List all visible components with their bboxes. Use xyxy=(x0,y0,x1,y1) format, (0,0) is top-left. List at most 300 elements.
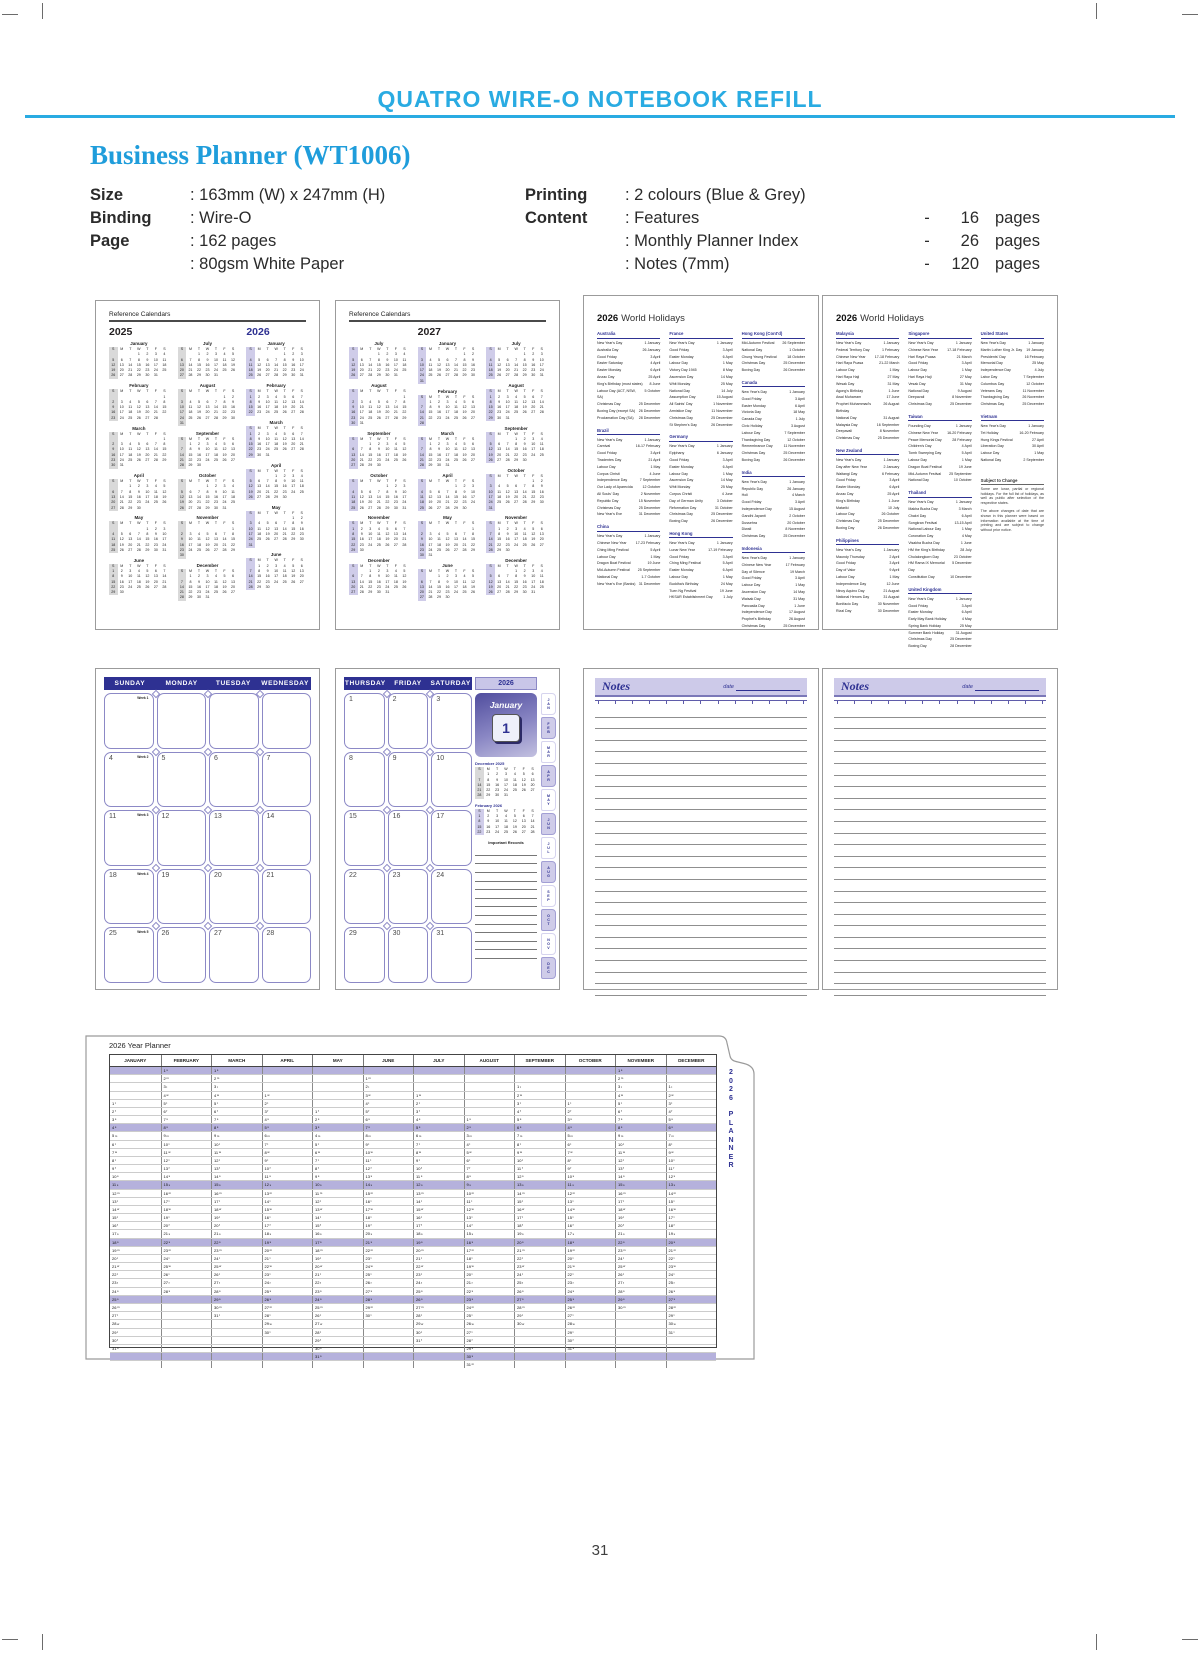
holiday-name: New Year's Day xyxy=(908,596,934,601)
year-planner-day-cell xyxy=(363,1132,414,1139)
mini-calendar-day: 21 xyxy=(454,368,458,373)
mini-calendar-day: 5 xyxy=(437,357,440,362)
mini-calendar-day: 4 xyxy=(154,484,157,489)
year-planner-day-cell xyxy=(413,1239,464,1246)
planner-weekday-letter: f xyxy=(572,1337,574,1342)
holidays-country-name: Malaysia xyxy=(836,331,899,339)
mini-calendar xyxy=(486,558,546,596)
mini-calendar-day: 29 xyxy=(376,373,381,378)
mini-calendar-day: 23 xyxy=(214,500,218,505)
holiday-name: Labour Day xyxy=(669,574,688,579)
year-planner-day-cell xyxy=(312,1337,363,1344)
mini-calendar-day: 30 xyxy=(153,547,158,552)
mini-calendar-day: 18 xyxy=(428,368,433,373)
planner-weekday-letter: s xyxy=(522,1296,524,1301)
mini-calendar-title: August xyxy=(371,383,387,389)
planner-weekday-letter: t xyxy=(421,1198,422,1203)
mini-calendar-day: 15 xyxy=(514,447,519,452)
mini-calendar-day: 21 xyxy=(359,458,364,463)
year-planner-day-cell xyxy=(161,1214,212,1221)
year-planner-day-cell xyxy=(615,1214,666,1221)
holiday-name: New Year's Day xyxy=(908,500,934,505)
holiday-name: Dussehra xyxy=(741,520,758,525)
mini-calendar-day xyxy=(126,463,135,468)
year-planner-day-cell xyxy=(262,1230,313,1237)
planner-day-number: 26 xyxy=(264,1296,269,1302)
mini-calendar-day: 19 xyxy=(282,405,287,410)
mini-calendar-dow: T xyxy=(197,479,201,484)
planner-day-number: 30 xyxy=(668,1321,673,1327)
holiday-date: 18 May xyxy=(793,410,805,415)
mini-calendar-day: 7 xyxy=(540,394,543,399)
year-planner-day-cell xyxy=(514,1247,565,1254)
mini-calendar-grid xyxy=(349,479,409,511)
year-planner-day-cell xyxy=(514,1296,565,1303)
mini-calendar-day: 1 xyxy=(437,574,440,579)
mini-calendar-dow: W xyxy=(274,347,278,351)
year-planner-day-cell xyxy=(615,1100,666,1107)
mini-calendar-day xyxy=(495,506,504,511)
mini-calendar-day: 17 xyxy=(486,495,495,500)
mini-calendar-day: 15 xyxy=(385,495,390,500)
mini-calendar-day: 5 xyxy=(472,574,475,579)
mini-calendar-day: 17 xyxy=(505,405,510,410)
planner-day-number: 20 xyxy=(163,1223,168,1229)
year-planner-day-cell xyxy=(110,1108,161,1115)
holiday-date: 28 July xyxy=(960,547,972,552)
mini-calendar-day: 25 xyxy=(188,415,193,420)
mini-calendar-day xyxy=(229,595,238,600)
tab-letter: A xyxy=(547,701,550,706)
mini-calendar-dow: F xyxy=(223,521,226,526)
year-planner-day-cell xyxy=(413,1230,464,1237)
holiday-row xyxy=(669,567,732,574)
mini-calendar-day: 4 xyxy=(377,526,380,531)
mini-calendar-dow: M xyxy=(257,389,261,394)
mini-calendar-day: 7 xyxy=(531,814,534,819)
mini-calendar-day xyxy=(383,548,392,553)
reference-calendar-column xyxy=(418,341,478,605)
holiday-row xyxy=(742,596,805,603)
mini-calendar-slot xyxy=(178,341,238,379)
year-planner-day-cell xyxy=(615,1345,666,1352)
year-planner-day-cell xyxy=(363,1214,414,1221)
planner-day-number: 1 xyxy=(264,1092,267,1098)
planner-day-number: 30 xyxy=(517,1321,522,1327)
planner-weekday-letter: t xyxy=(267,1141,269,1146)
planner-day-number: 31 xyxy=(416,1337,421,1343)
mini-calendar-day: 8 xyxy=(532,484,535,489)
holiday-date: 7 September xyxy=(784,430,805,435)
mini-calendar-dow: S xyxy=(471,347,475,351)
mini-calendar-grid xyxy=(418,479,478,511)
planner-weekday-letter: f xyxy=(522,1223,523,1228)
mini-calendar-day: 26 xyxy=(196,415,201,420)
mini-calendar-dow: W xyxy=(445,394,450,399)
planner-day-number: 22 xyxy=(315,1280,320,1286)
mini-calendar-day: 5 xyxy=(532,526,535,531)
planner-day-number: 2 xyxy=(112,1108,115,1114)
holiday-name: New Year's Day xyxy=(741,555,767,560)
planner-weekday-letter: t xyxy=(117,1198,118,1203)
planner-day-number: 18 xyxy=(517,1223,522,1229)
spec-row xyxy=(525,253,1110,276)
year-planner-day-cell xyxy=(161,1108,212,1115)
year-planner-day-cell xyxy=(413,1271,464,1278)
holiday-date: 1 January xyxy=(1028,423,1044,428)
planner-weekday-letter: f xyxy=(219,1166,220,1171)
planner-weekday-letter: s xyxy=(269,1239,272,1244)
year-planner-day-cell xyxy=(110,1214,161,1221)
mini-calendar-title: May xyxy=(134,515,144,521)
day-number: 1 xyxy=(349,696,353,703)
planner-weekday-letter: w xyxy=(471,1264,474,1269)
mini-calendar-day xyxy=(375,548,384,553)
mini-calendar-day xyxy=(537,458,546,463)
mini-calendar-day: 9 xyxy=(197,447,200,452)
planner-day-number: 20 xyxy=(112,1255,117,1261)
mini-calendar-day: 25 xyxy=(436,547,441,552)
mini-calendar-day: 4 xyxy=(498,484,501,489)
mini-calendar-day: 9 xyxy=(437,405,440,410)
mini-calendar-title: May xyxy=(443,515,452,521)
mini-calendar-day: 27 xyxy=(418,595,427,600)
holiday-date: 4 July xyxy=(1034,368,1044,373)
mini-calendar-day: 19 xyxy=(462,410,467,415)
holiday-date: 3 April xyxy=(961,603,972,608)
month-tab-sep xyxy=(541,885,556,907)
holiday-name: Awal Muharram xyxy=(836,395,862,400)
mini-calendar-grid xyxy=(109,521,169,553)
tab-letter: E xyxy=(547,893,550,898)
mini-calendar-dow: M xyxy=(188,569,192,573)
mini-calendar-day: 14 xyxy=(475,783,484,788)
holiday-date: 6 January xyxy=(716,451,733,456)
year-planner-day-cell xyxy=(211,1206,262,1213)
planner-day-number: 5 xyxy=(618,1100,621,1106)
planner-day-number: 26 xyxy=(567,1304,572,1310)
mini-calendar-day: 29 xyxy=(291,537,296,542)
planner-day-number: 20 xyxy=(416,1247,421,1253)
notes-ruled-line xyxy=(834,752,1046,764)
spec-value: : 80gsm White Paper xyxy=(190,255,345,273)
notes-ruled-line xyxy=(595,938,807,950)
mini-calendar-dow: W xyxy=(205,389,210,394)
mini-calendar-day: 16 xyxy=(109,453,118,458)
mini-calendar-day xyxy=(160,506,169,511)
year-planner-day-cell xyxy=(514,1181,565,1188)
planner-weekday-letter: t xyxy=(421,1313,422,1318)
mini-calendar-dow: S xyxy=(231,436,235,441)
mini-calendar-dow: T xyxy=(437,521,441,526)
notes-ruled-line xyxy=(595,752,807,764)
holiday-name: New Year's Day xyxy=(597,534,623,539)
holiday-name: Visakha Bucha Day xyxy=(908,540,940,545)
planner-day-number: 29 xyxy=(517,1313,522,1319)
year-planner-row xyxy=(110,1180,716,1188)
holiday-date: 1 May xyxy=(961,368,972,373)
mini-calendar-dow: T xyxy=(266,510,269,515)
planner-weekday-letter: s xyxy=(421,1182,423,1187)
year-planner-day-cell xyxy=(615,1247,666,1254)
mini-calendar-grid xyxy=(178,389,238,426)
holiday-name: Hari Raya Puasa xyxy=(836,361,864,366)
mini-calendar-day: 22 xyxy=(162,410,167,415)
mini-calendar-day: 30 xyxy=(445,595,450,600)
year-planner-day-cell xyxy=(514,1157,565,1164)
planner-day-number: 12 xyxy=(112,1190,117,1196)
mini-calendar-day: 3 xyxy=(163,526,166,531)
mini-calendar-day: 9 xyxy=(446,579,449,584)
mini-calendar-day: 10 xyxy=(385,447,390,452)
mini-calendar-day: 17 xyxy=(205,452,210,457)
monthly-day-cell xyxy=(262,927,312,983)
mini-calendar-day: 2 xyxy=(487,814,490,819)
holiday-date: 8 May xyxy=(722,368,733,373)
mini-calendar-day: 30 xyxy=(136,505,141,510)
mini-calendar-day: 19 xyxy=(531,537,536,542)
mini-calendar-day: 15 xyxy=(428,452,433,457)
mini-calendar-day: 23 xyxy=(445,590,450,595)
mini-calendar-day: 24 xyxy=(222,500,227,505)
holiday-row xyxy=(669,554,732,561)
mini-calendar-dow: T xyxy=(523,347,526,351)
year-planner-day-cell xyxy=(161,1132,212,1139)
mini-calendar-day: 22 xyxy=(514,452,519,457)
mini-calendar-day: 21 xyxy=(514,368,519,373)
year-planner-day-cell xyxy=(514,1198,565,1205)
mini-calendar-day: 14 xyxy=(402,532,407,537)
mini-calendar-day: 19 xyxy=(402,579,407,584)
holiday-name: National Day xyxy=(908,478,929,483)
mini-calendar-day: 8 xyxy=(377,357,380,362)
mini-calendar-grid xyxy=(349,521,409,553)
mini-calendar-day: 14 xyxy=(454,362,458,367)
monthly-day-cell xyxy=(262,752,312,808)
year-planner-day-cell xyxy=(464,1361,515,1368)
world-holidays-page-2 xyxy=(822,295,1058,649)
holiday-row xyxy=(742,479,805,486)
mini-calendar-day: 2 xyxy=(178,532,187,537)
planner-weekday-letter: t xyxy=(421,1215,422,1220)
mini-calendar-day: 27 xyxy=(349,463,358,468)
planner-weekday-letter: t xyxy=(522,1198,523,1203)
holidays-column xyxy=(742,331,805,626)
year-planner-day-cell xyxy=(565,1108,616,1115)
holiday-date: 6 April xyxy=(650,368,661,373)
planner-weekday-letter: m xyxy=(522,1247,525,1252)
holiday-row xyxy=(669,471,732,478)
holiday-name: Anzac Day xyxy=(836,491,854,496)
mini-calendar-day: 9 xyxy=(232,399,235,404)
holiday-date: 27 April xyxy=(1031,437,1044,442)
mini-calendar-dow: T xyxy=(454,479,458,484)
year-planner-day-cell xyxy=(514,1312,565,1319)
holiday-name: Day of Silence xyxy=(741,569,765,574)
year-planner-day-cell xyxy=(161,1263,212,1270)
year-planner-day-cell xyxy=(413,1092,464,1099)
holiday-name: Labour Day xyxy=(597,554,616,559)
mini-calendar-day xyxy=(529,506,538,511)
mini-calendar-title: December xyxy=(367,557,390,563)
mini-calendar-day: 7 xyxy=(300,394,303,399)
mini-calendar-day: 17 xyxy=(531,579,536,584)
mini-calendar-day: 13 xyxy=(385,405,390,410)
mini-calendar-day: 14 xyxy=(222,537,227,542)
planner-weekday-letter: w xyxy=(421,1321,424,1326)
year-planner-day-cell xyxy=(666,1157,717,1164)
year-planner-day-cell xyxy=(565,1149,616,1156)
planner-weekday-letter: s xyxy=(469,1182,471,1187)
spec-label: Page xyxy=(90,232,130,250)
mini-calendar-day: 4 xyxy=(275,431,278,436)
holiday-date: 3 April xyxy=(650,451,661,456)
day-number: 6 xyxy=(214,754,218,762)
planner-day-number: 14 xyxy=(163,1174,168,1180)
holiday-row xyxy=(836,608,899,615)
year-planner-day-cell xyxy=(312,1100,363,1107)
planner-day-number: 3 xyxy=(163,1084,166,1090)
holiday-row xyxy=(836,518,899,525)
planner-day-number: 29 xyxy=(365,1304,370,1310)
planner-weekday-letter: s xyxy=(471,1354,474,1359)
holiday-row xyxy=(836,498,899,505)
planner-weekday-letter: w xyxy=(269,1264,272,1269)
mini-calendar-day: 7 xyxy=(515,357,518,362)
year-planner-day-cell xyxy=(514,1206,565,1213)
mini-calendar xyxy=(475,761,537,799)
notes-ruled-line xyxy=(834,857,1046,869)
holiday-row xyxy=(597,360,660,367)
mini-calendar-day: 21 xyxy=(188,368,193,373)
holiday-date: 5 April xyxy=(961,451,972,456)
mini-calendar-dow: S xyxy=(163,389,166,394)
mini-calendar-day: 4 xyxy=(504,814,507,819)
mini-calendar-day: 12 xyxy=(531,532,536,537)
planner-weekday-letter: m xyxy=(317,1133,321,1138)
holiday-row xyxy=(908,499,971,506)
mini-calendar-dow: F xyxy=(463,569,466,573)
mini-calendar-day: 15 xyxy=(145,537,150,542)
year-planner-day-cell xyxy=(464,1271,515,1278)
planner-day-number: 17 xyxy=(163,1198,168,1204)
planner-day-number: 15 xyxy=(668,1198,673,1204)
mini-calendar-dow: T xyxy=(523,473,526,478)
planner-weekday-letter: w xyxy=(519,1092,523,1097)
planner-day-number: 6 xyxy=(112,1141,115,1147)
mini-calendar-day: 15 xyxy=(196,362,201,367)
mini-calendar-dow: M xyxy=(428,479,432,484)
mini-calendar-day: 20 xyxy=(359,368,364,373)
mini-calendar-day: 7 xyxy=(506,442,509,447)
planner-day-number: 27 xyxy=(315,1321,320,1327)
year-planner-day-cell xyxy=(110,1230,161,1237)
planner-weekday-letter: w xyxy=(219,1207,222,1212)
mini-calendar-day: 26 xyxy=(282,410,287,415)
holidays-country-name: Hong Kong xyxy=(669,531,732,539)
mini-calendar-dow: T xyxy=(369,479,372,484)
mini-calendar-day: 9 xyxy=(498,399,501,404)
mini-calendar-day: 23 xyxy=(522,584,527,589)
mini-calendar-day: 3 xyxy=(206,574,209,579)
mini-calendar-day: 16 xyxy=(205,362,210,367)
year-planner-day-cell xyxy=(413,1141,464,1148)
mini-calendar-day: 24 xyxy=(265,410,270,415)
planner-day-number: 9 xyxy=(365,1141,368,1147)
planner-day-number: 23 xyxy=(416,1272,421,1278)
holidays-country-name: Singapore xyxy=(908,331,971,339)
mini-calendar-day: 4 xyxy=(515,394,518,399)
holiday-name: Chinese New Year xyxy=(908,347,938,352)
year-planner-day-cell xyxy=(262,1206,313,1213)
planner-weekday-letter: s xyxy=(370,1288,373,1293)
planner-weekday-letter: f xyxy=(267,1109,269,1114)
mini-calendar-dow: M xyxy=(120,521,124,526)
holiday-name: Christmas Day xyxy=(597,505,621,510)
mini-calendar-day: 13 xyxy=(178,363,187,368)
holiday-name: Good Friday xyxy=(669,457,690,462)
year-planner-row xyxy=(110,1254,716,1262)
mini-calendar-dow: W xyxy=(274,389,278,394)
mini-calendar-dow: F xyxy=(223,436,226,441)
planner-weekday-letter: s xyxy=(168,1231,171,1236)
mini-calendar-day xyxy=(289,495,298,500)
holiday-date: 31 December xyxy=(638,581,661,586)
year-planner-day-cell xyxy=(110,1132,161,1139)
notes-ruled-line xyxy=(595,915,807,927)
planner-weekday-letter: w xyxy=(267,1092,270,1097)
mini-calendar-day: 21 xyxy=(299,405,304,410)
mini-calendar-slot xyxy=(178,431,238,469)
mini-calendar-day: 8 xyxy=(197,357,200,362)
mini-calendar-day: 2 xyxy=(258,394,261,399)
mini-calendar-day: 17 xyxy=(214,362,218,367)
mini-calendar-day: 2 xyxy=(523,436,526,441)
day-number: 22 xyxy=(349,871,357,879)
holiday-name: Coronation Day xyxy=(908,534,934,539)
mini-calendar-day: 16 xyxy=(231,405,236,410)
holiday-name: Christmas Day xyxy=(669,512,693,517)
planner-weekday-letter: s xyxy=(572,1296,575,1301)
mini-calendar-day xyxy=(400,590,409,595)
mini-calendar-day: 15 xyxy=(205,495,210,500)
mini-calendar-day: 1 xyxy=(275,473,278,478)
mini-calendar-dow: S xyxy=(403,436,406,441)
tab-letter: G xyxy=(547,874,550,879)
mini-calendar-day: 28 xyxy=(514,373,519,378)
mini-calendar-day: 20 xyxy=(231,452,236,457)
mini-calendar-day: 30 xyxy=(376,463,381,468)
mini-calendar-day: 26 xyxy=(205,547,210,552)
mini-calendar-day: 31 xyxy=(162,547,167,552)
notes-ruled-line xyxy=(595,903,807,915)
holidays-country-section xyxy=(742,470,805,540)
planner-weekday-letter: s xyxy=(317,1117,320,1122)
year-planner-day-cell xyxy=(413,1296,464,1303)
planner-weekday-letter: t xyxy=(166,1084,168,1089)
planner-weekday-letter: t xyxy=(522,1215,523,1220)
holiday-date: 11 November xyxy=(783,444,805,449)
year-planner-day-cell xyxy=(161,1230,212,1237)
planner-day-number: 30 xyxy=(365,1313,370,1319)
mini-calendar-day: 20 xyxy=(145,452,150,457)
year-planner-day-cell xyxy=(464,1165,515,1172)
planner-weekday-letter: s xyxy=(673,1239,676,1244)
planner-day-number: 28 xyxy=(264,1313,269,1319)
spec-pages-unit: pages xyxy=(995,255,1040,273)
notes-date-line xyxy=(736,683,800,691)
planner-weekday-letter: w xyxy=(368,1092,371,1097)
